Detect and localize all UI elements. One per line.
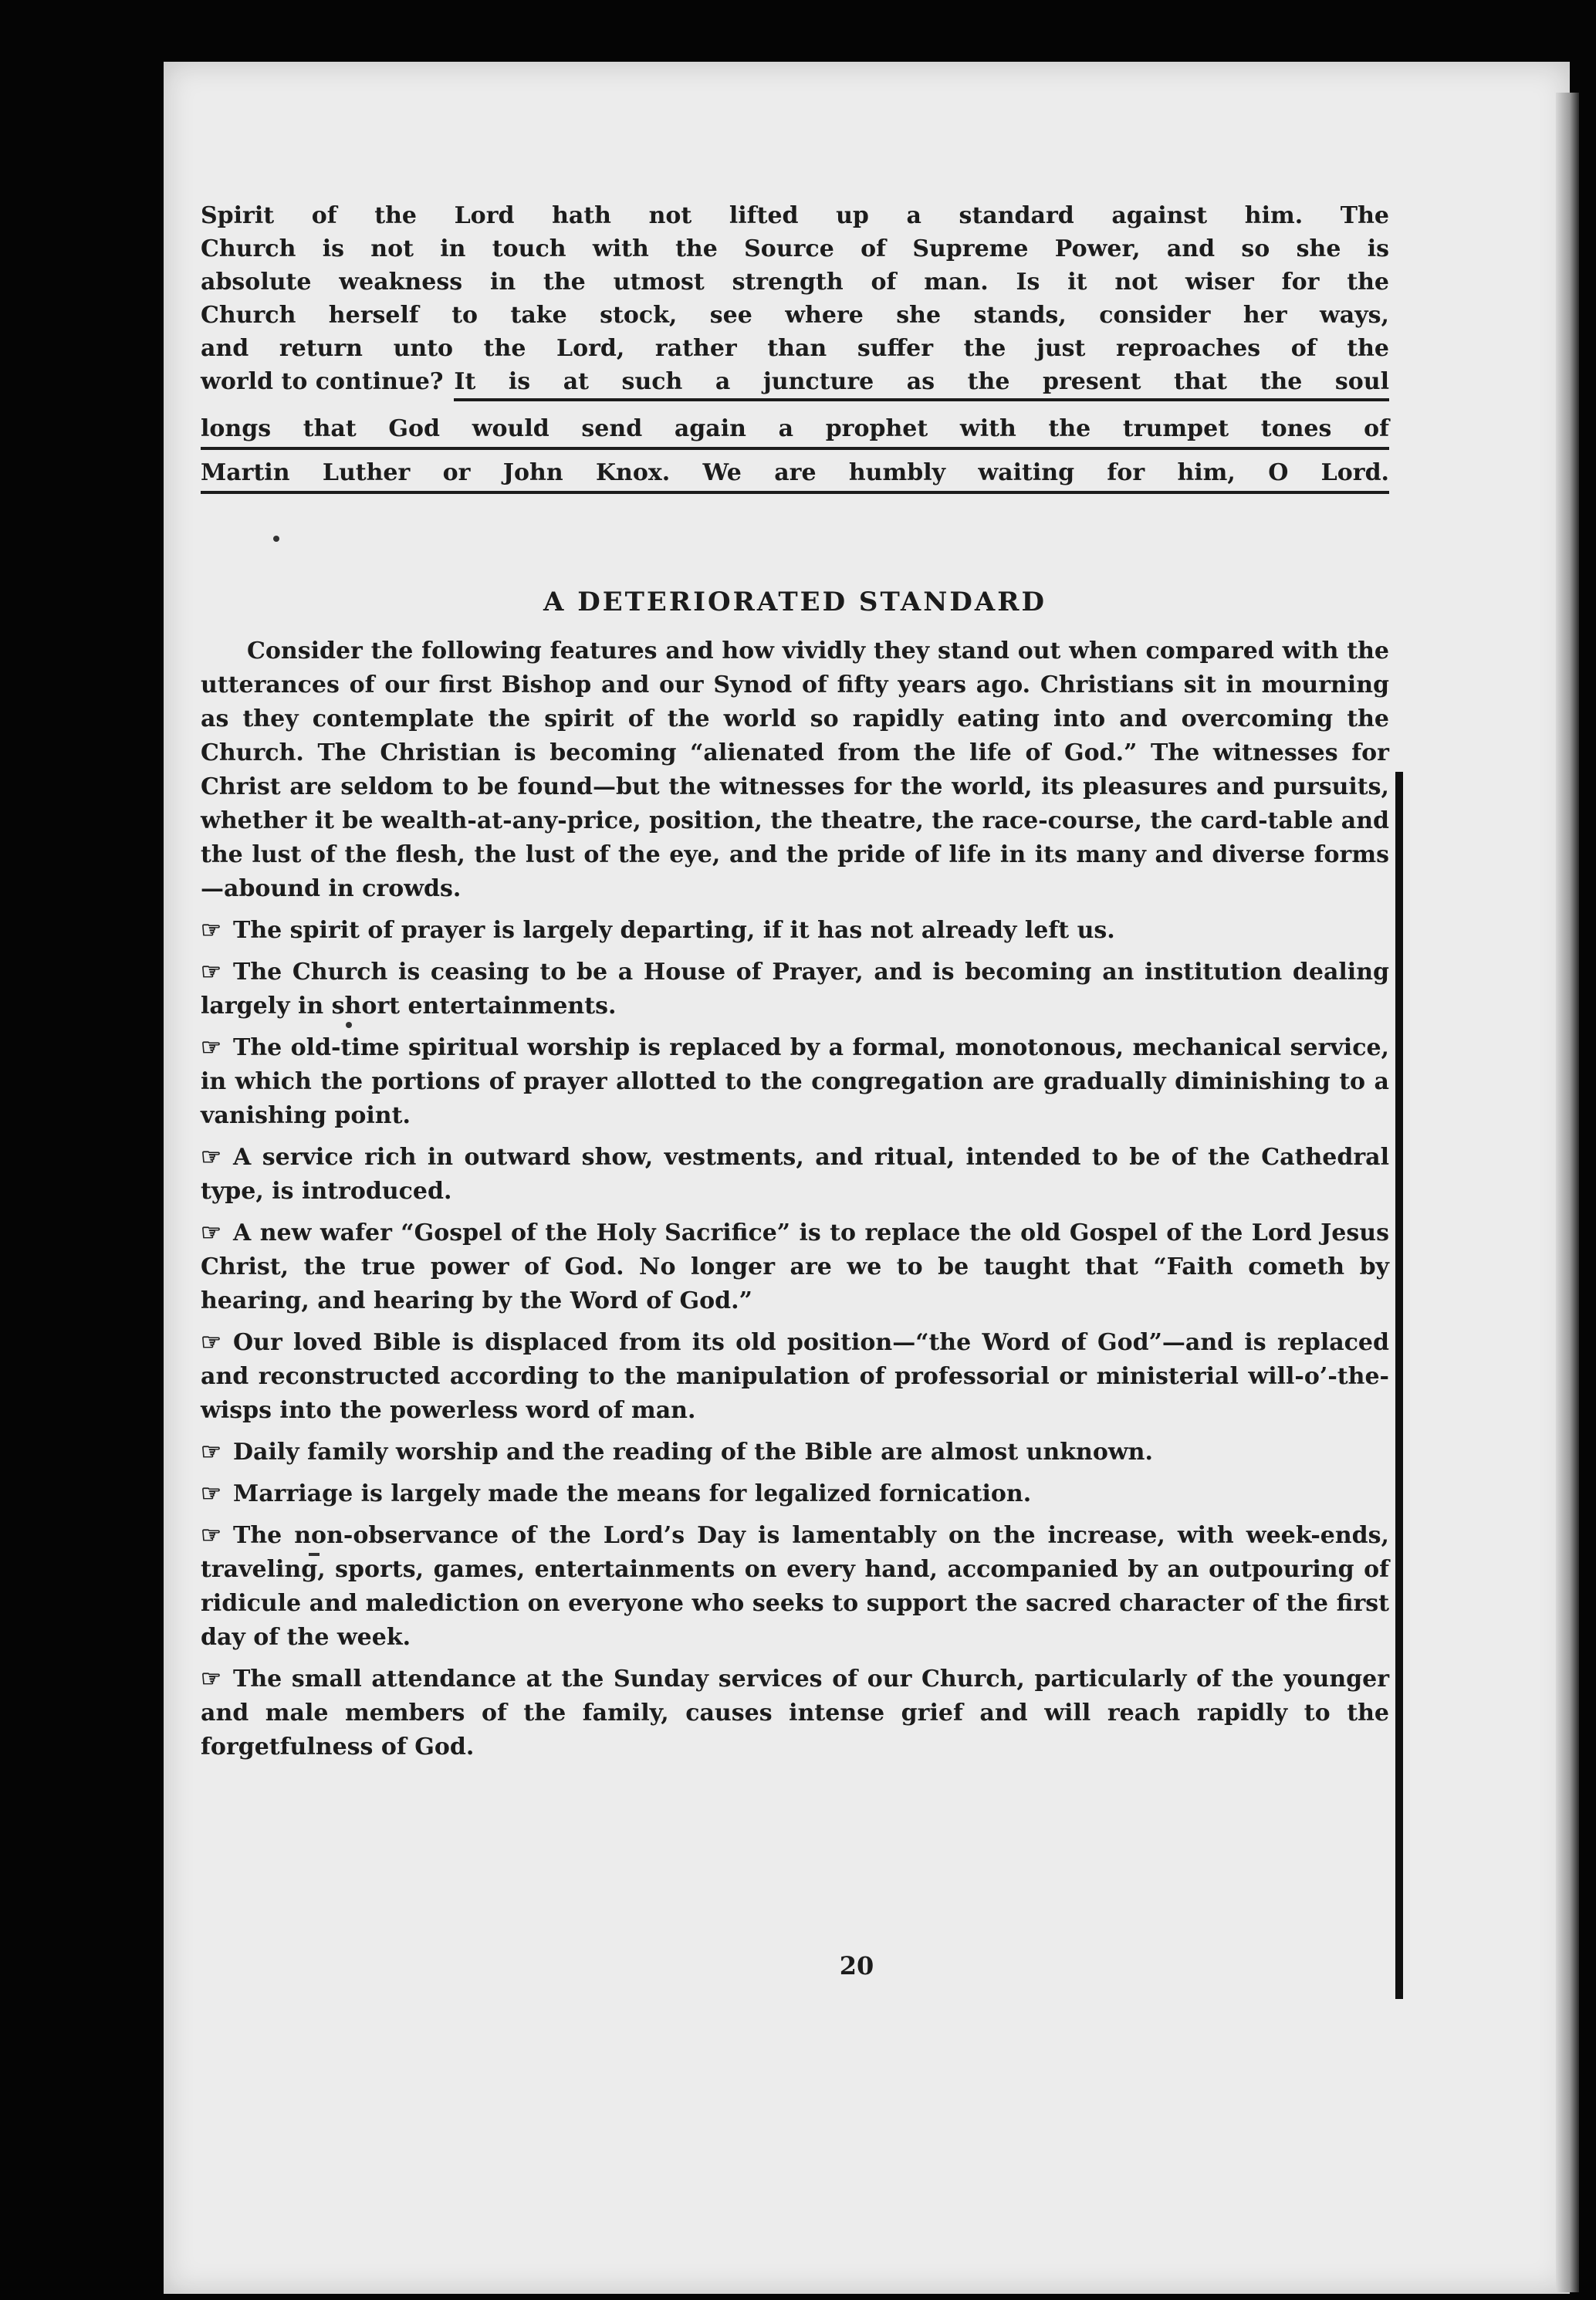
list-item — [201, 956, 1389, 1023]
list-item — [201, 1141, 1389, 1209]
list-item-text: The small attendance at the Sunday services of our Church, particularly of the younger and male members of the family, causes intense grief and will reach rapidly to the forgetfulness of God. — [201, 1666, 1389, 1761]
list-item-text: Our loved Bible is displaced from its old position—“the Word of God”—and is replaced and reconstructed according to the manipulation of professorial or ministerial will-o’-the-wisps into the powerless word of man. — [201, 1329, 1389, 1424]
text-line: Church is not in touch with the Source of Supreme Power, and so she is — [201, 235, 1389, 262]
list-item-text: The non-observance of the Lord’s Day is lamentably on the increase, with week-ends, traveling, sports, games, entertainments on every hand, accompanied by an outpouring of ridicule and malediction on everyone who seeks to support the sacred character of the first day of the week. — [201, 1522, 1389, 1651]
section-body — [201, 634, 1389, 1772]
list-item — [201, 1031, 1389, 1133]
underlined-text: Martin Luther or John Knox. We are humbly waiting for him, O Lord. — [201, 456, 1389, 494]
text-line: Spirit of the Lord hath not lifted up a standard against him. The — [201, 202, 1389, 229]
text-line: and return unto the Lord, rather than suffer the just reproaches of the — [201, 335, 1389, 362]
list-item — [201, 1477, 1389, 1511]
underlined-text: longs that God would send again a prophet with the trumpet tones of — [201, 412, 1389, 450]
top-paragraph — [201, 199, 1389, 500]
list-item — [201, 1216, 1389, 1318]
list-item-text: A new wafer “Gospel of the Holy Sacrifice” is to replace the old Gospel of the Lord Jesus Christ, the true power of God. No longer are we to be taught that “Faith cometh by hearing, and hearing by the Word of God.” — [201, 1219, 1389, 1314]
list-item-text: The spirit of prayer is largely departing, if it has not already left us. — [233, 917, 1115, 944]
list-item-text: Marriage is largely made the means for legalized fornication. — [233, 1480, 1032, 1507]
list-item — [201, 914, 1389, 948]
text-segment: world to continue? — [201, 368, 444, 395]
pointing-hand-icon: ☞ — [201, 917, 221, 944]
margin-vertical-bar — [1395, 772, 1403, 1999]
list-item-text: The Church is ceasing to be a House of Prayer, and is becoming an institution dealing largely in short entertainments. — [201, 959, 1389, 1020]
pointing-hand-icon: ☞ — [201, 1439, 221, 1466]
intro-paragraph: Consider the following features and how vividly they stand out when compared with the utterances of our first Bishop and our Synod of fifty years ago. Christians sit in mourning as they contemplate the spirit of the world so rapidly eating into and overcoming the Church. The Christian is becoming “alienated from the life of God.” The witnesses for Christ are seldom to be found—but the witnesses for the world, its pleasures and pursuits, whether it be wealth-at-any-price, position, the theatre, the race-course, the card-table and the lust of the flesh, the lust of the eye, and the pride of life in its many and diverse forms—abound in crowds. — [201, 638, 1389, 902]
pointing-hand-icon: ☞ — [201, 1219, 221, 1246]
pointing-hand-icon: ☞ — [201, 1480, 221, 1507]
pointing-hand-icon: ☞ — [201, 959, 221, 986]
list-item — [201, 1662, 1389, 1764]
page-edge-shadow — [1556, 93, 1579, 2292]
list-item — [201, 1519, 1389, 1655]
list-item — [201, 1326, 1389, 1428]
text-line-mixed — [201, 365, 1389, 401]
pointing-hand-icon: ☞ — [201, 1329, 221, 1356]
list-item — [201, 1436, 1389, 1470]
stray-mark — [273, 536, 279, 542]
list-item-text: The old-time spiritual worship is replaced by a formal, monotonous, mechanical service, in which the portions of prayer allotted to the congregation are gradually diminishing to a vanishing point. — [201, 1034, 1389, 1129]
list-item-text: A service rich in outward show, vestments, and ritual, intended to be of the Cathedral type, is introduced. — [201, 1144, 1389, 1205]
pointing-hand-icon: ☞ — [201, 1666, 221, 1693]
section-heading: A DETERIORATED STANDARD — [543, 587, 1047, 617]
pointing-hand-icon: ☞ — [201, 1034, 221, 1061]
list-item-text: Daily family worship and the reading of the Bible are almost unknown. — [233, 1439, 1153, 1466]
pointing-hand-icon: ☞ — [201, 1144, 221, 1171]
page-number: 20 — [839, 1951, 874, 1980]
text-line: Church herself to take stock, see where she stands, consider her ways, — [201, 302, 1389, 329]
text-line: absolute weakness in the utmost strength of man. Is it not wiser for the — [201, 269, 1389, 296]
underlined-text: It is at such a juncture as the present that the soul — [454, 365, 1389, 401]
pointing-hand-icon: ☞ — [201, 1522, 221, 1549]
